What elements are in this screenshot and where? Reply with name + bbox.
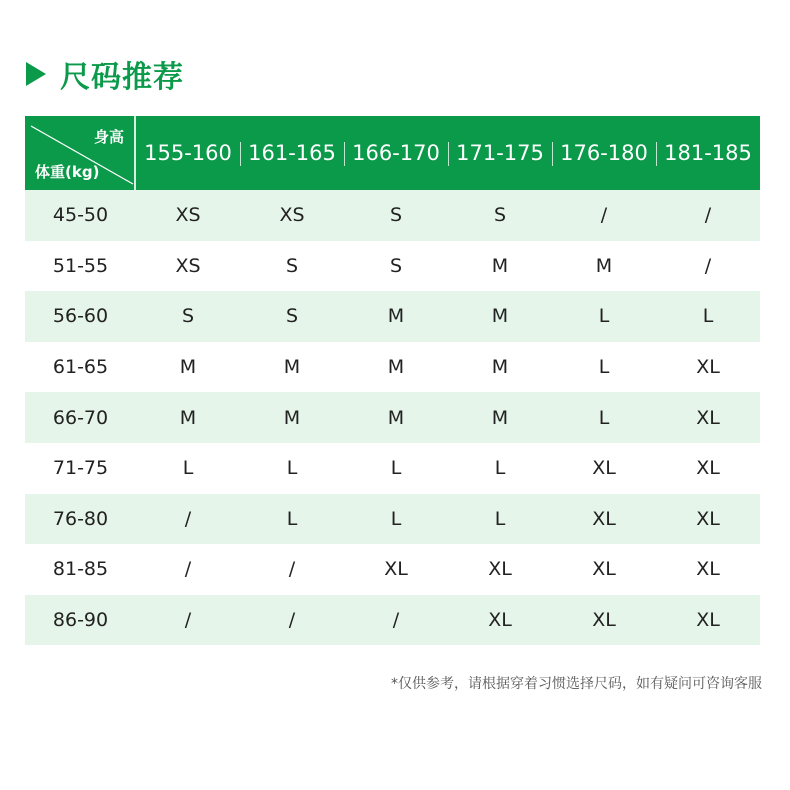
disclaimer-note: *仅供参考，请根据穿着习惯选择尺码，如有疑问可咨询客服 xyxy=(391,676,762,692)
size-cell: XL xyxy=(696,457,720,480)
size-cell: M xyxy=(387,305,405,328)
size-cell: XL xyxy=(592,507,616,530)
size-cell: XL xyxy=(592,457,616,480)
height-header-cell: 181-185 xyxy=(656,116,760,190)
size-cell: M xyxy=(491,356,509,379)
size-cell: S xyxy=(285,305,299,328)
size-cell: S xyxy=(389,204,403,227)
section-header xyxy=(26,52,184,96)
table-row xyxy=(25,190,760,241)
size-cell: / xyxy=(704,254,712,277)
size-cell: L xyxy=(286,507,298,530)
size-chart-table xyxy=(25,116,760,645)
height-header-cell: 171-175 xyxy=(448,116,552,190)
size-cell: S xyxy=(389,254,403,277)
height-header-cell: 161-165 xyxy=(240,116,344,190)
table-row xyxy=(25,595,760,646)
size-cell: / xyxy=(704,204,712,227)
size-cell: L xyxy=(390,507,402,530)
size-cell: L xyxy=(598,406,610,429)
weight-cell: 66-70 xyxy=(52,406,109,429)
size-cell: XL xyxy=(696,609,720,632)
size-cell: / xyxy=(184,609,192,632)
weight-cell: 76-80 xyxy=(52,507,109,530)
table-header xyxy=(25,116,760,190)
size-cell: / xyxy=(184,507,192,530)
size-cell: M xyxy=(283,406,301,429)
page-title: 尺码推荐 xyxy=(60,60,184,95)
table-row xyxy=(25,494,760,545)
table-row xyxy=(25,291,760,342)
size-cell: L xyxy=(598,305,610,328)
weight-cell: 51-55 xyxy=(52,254,109,277)
size-cell: S xyxy=(493,204,507,227)
size-cell: / xyxy=(392,609,400,632)
height-header-cell: 155-160 xyxy=(144,141,232,165)
size-cell: M xyxy=(491,305,509,328)
weight-cell: 81-85 xyxy=(52,558,109,581)
size-cell: L xyxy=(390,457,402,480)
size-cell: M xyxy=(283,356,301,379)
size-cell: M xyxy=(387,406,405,429)
weight-cell: 45-50 xyxy=(52,204,109,227)
size-cell: XL xyxy=(592,609,616,632)
height-header-cell: 166-170 xyxy=(344,116,448,190)
table-corner-cell xyxy=(25,116,136,190)
size-cell: L xyxy=(182,457,194,480)
weight-cell: 71-75 xyxy=(52,457,109,480)
size-cell: XL xyxy=(592,558,616,581)
size-cell: L xyxy=(702,305,714,328)
weight-cell: 61-65 xyxy=(52,356,109,379)
size-cell: XS xyxy=(279,204,305,227)
size-cell: L xyxy=(286,457,298,480)
size-cell: / xyxy=(184,558,192,581)
size-cell: L xyxy=(598,356,610,379)
size-cell: XL xyxy=(696,507,720,530)
weight-cell: 56-60 xyxy=(52,305,109,328)
size-cell: M xyxy=(491,406,509,429)
size-cell: L xyxy=(494,457,506,480)
size-cell: M xyxy=(595,254,613,277)
corner-height-label: 身高 xyxy=(93,128,124,146)
table-row xyxy=(25,241,760,292)
table-row xyxy=(25,443,760,494)
size-cell: M xyxy=(179,406,197,429)
size-cell: S xyxy=(285,254,299,277)
size-cell: M xyxy=(491,254,509,277)
size-cell: XL xyxy=(696,406,720,429)
size-cell: XL xyxy=(384,558,408,581)
table-row xyxy=(25,392,760,443)
table-row xyxy=(25,544,760,595)
table-row xyxy=(25,342,760,393)
height-header-cell: 176-180 xyxy=(552,116,656,190)
size-cell: XS xyxy=(175,204,201,227)
size-cell: M xyxy=(387,356,405,379)
size-cell: L xyxy=(494,507,506,530)
corner-weight-label: 体重(kg) xyxy=(35,163,100,181)
size-cell: XL xyxy=(488,609,512,632)
size-cell: / xyxy=(600,204,608,227)
size-cell: S xyxy=(181,305,195,328)
size-cell: M xyxy=(179,356,197,379)
size-cell: XL xyxy=(488,558,512,581)
size-cell: / xyxy=(288,558,296,581)
size-cell: XL xyxy=(696,356,720,379)
size-cell: XL xyxy=(696,558,720,581)
weight-cell: 86-90 xyxy=(52,609,109,632)
size-cell: XS xyxy=(175,254,201,277)
size-cell: / xyxy=(288,609,296,632)
triangle-bullet-icon xyxy=(26,62,46,86)
